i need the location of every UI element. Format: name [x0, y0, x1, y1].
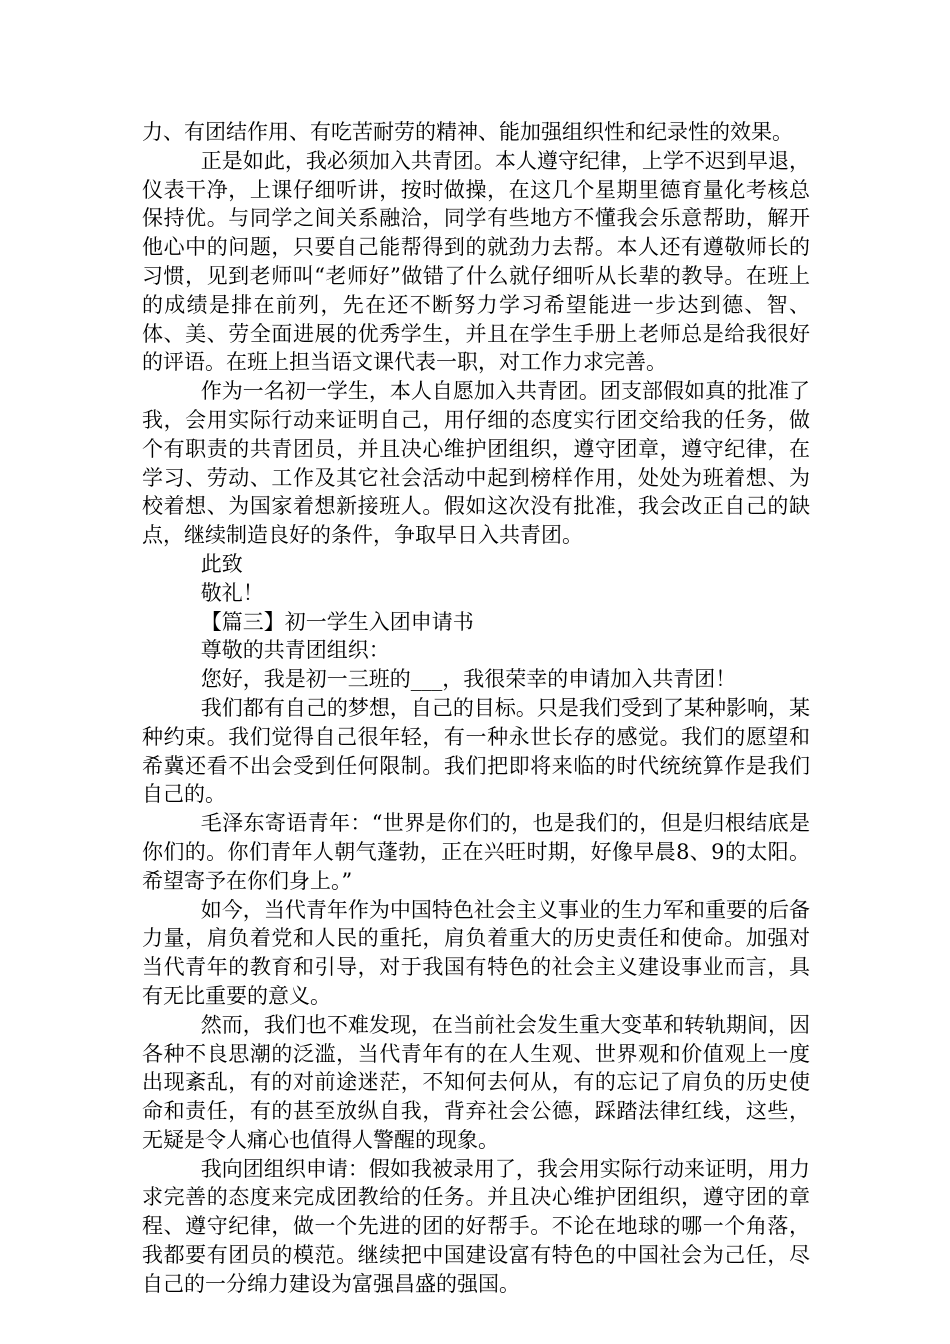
paragraph-concerns: 然而，我们也不难发现，在当前社会发生重大变革和转轨期间，因各种不良思潮的泛滥，当代青年有的在人生观、世界观和价值观上一度出现紊乱，有的对前途迷茫，不知何去何从，有的忘记了肩负的历史使命和责任，有的甚至放纵自我，背弃社会公德，踩踏法律红线，这些，无疑是令人痛心也值得人警醒的现象。: [142, 1012, 810, 1152]
section-heading: 【篇三】初一学生入团申请书: [200, 609, 474, 634]
paragraph-commitment: 作为一名初一学生，本人自愿加入共青团。团支部假如真的批准了我，会用实际行动来证明自己，用仔细的态度实行团交给我的任务，做个有职责的共青团员，并且决心维护团组织，遵守团章，遵守纪律，在学习、劳动、工作及其它社会活动中起到榜样作用，处处为班着想、为校着想、为国家着想新接班人。假如这次没有批准，我会改正自己的缺点，继续制造良好的条件，争取早日入共青团。: [142, 379, 810, 548]
closing-regards: 敬礼！: [200, 580, 264, 605]
paragraph-dreams: 我们都有自己的梦想，自己的目标。只是我们受到了某种影响，某种约束。我们觉得自己很年轻，有一种永世长存的感觉。我们的愿望和希冀还看不出会受到任何限制。我们把即将来临的时代统统算作是我们自己的。: [142, 695, 810, 807]
paragraph-youth-role: 如今，当代青年作为中国特色社会主义事业的生力军和重要的后备力量，肩负着党和人民的重托，肩负着重大的历史责任和使命。加强对当代青年的教育和引导，对于我国有特色的社会主义建设事业而言，具有无比重要的意义。: [142, 897, 810, 1008]
closing-salutation: 此致: [200, 551, 243, 576]
paragraph-application: 我向团组织申请：假如我被录用了，我会用实际行动来证明，用力求完善的态度来完成团教给的任务。并且决心维护团组织，遵守团的章程、遵守纪律，做一个先进的团的好帮手。不论在地球的哪一个角落，我都要有团员的模范。继续把中国建设富有特色的中国社会为己任，尽自己的一分绵力建设为富强昌盛的强国。: [142, 1156, 810, 1296]
letter-greeting: 尊敬的共青团组织：: [200, 638, 390, 663]
paragraph-quote: 毛泽东寄语青年：“世界是你们的，也是我们的，但是归根结底是你们的。你们青年人朝气蓬勃，正在兴旺时期，好像早晨8、9的太阳。希望寄予在你们身上。”: [142, 811, 810, 893]
paragraph-continuation: 力、有团结作用、有吃苦耐劳的精神、能加强组织性和纪录性的效果。: [142, 120, 793, 144]
paragraph-self-introduction: 正是如此，我必须加入共青团。本人遵守纪律，上学不迟到早退，仪表干净，上课仔细听讲，按时做操，在这几个星期里德育量化考核总保持优。与同学之间关系融洽，同学有些地方不懂我会乐意帮助，解开他心中的问题，只要自己能帮得到的就劲力去帮。本人还有遵敬师长的习惯，见到老师叫“老师好”做错了什么就仔细听从长辈的教导。在班上的成绩是排在前列，先在还不断努力学习希望能进一步达到德、智、体、美、劳全面进展的优秀学生，并且在学生手册上老师总是给我很好的评语。在班上担当语文课代表一职，对工作力求完善。: [142, 148, 810, 375]
document-page: [142, 118, 810, 1299]
letter-opening: 您好，我是初一三班的___，我很荣幸的申请加入共青团！: [200, 667, 737, 692]
